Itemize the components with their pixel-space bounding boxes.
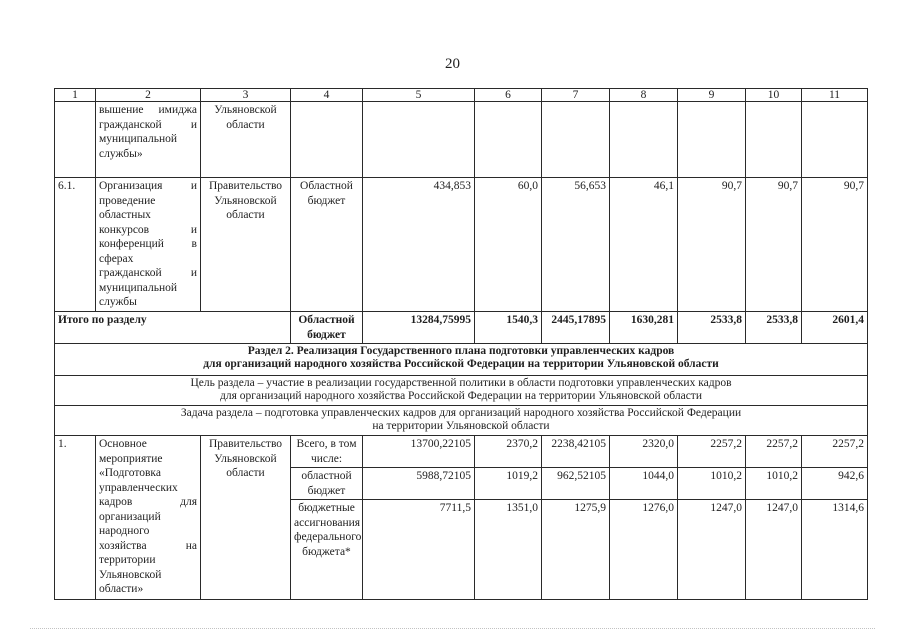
- value-cell: 5988,72105: [363, 468, 475, 500]
- activity-name: Организация и проведение областных конкурсов и конференций в сферах гражданской и муниципальной службы: [96, 178, 201, 312]
- value-cell: 90,7: [678, 178, 746, 312]
- total-label: Итого по разделу: [55, 312, 291, 344]
- value-cell: 90,7: [746, 178, 802, 312]
- section-title-line: Раздел 2. Реализация Государственного плана подготовки управленческих кадров: [247, 345, 675, 357]
- executor: Правительство Ульяновской области: [201, 436, 291, 600]
- total-value: 2533,8: [678, 312, 746, 344]
- value-cell: 2238,42105: [542, 436, 610, 468]
- section-goal-line: Цель раздела – участие в реализации государственной политики в области подготовки управленческих кадров: [190, 377, 732, 389]
- section-goal-row: [55, 376, 868, 406]
- value-cell: 1314,6: [802, 500, 868, 600]
- funding-source: областной бюджет: [291, 468, 363, 500]
- value-cell: 46,1: [610, 178, 678, 312]
- value-cell: 2370,2: [475, 436, 542, 468]
- value-cell: 1276,0: [610, 500, 678, 600]
- value-cell: 2257,2: [678, 436, 746, 468]
- col-header: 10: [746, 89, 802, 102]
- total-value: 2533,8: [746, 312, 802, 344]
- row-number: 1.: [55, 436, 96, 600]
- col-header: 2: [96, 89, 201, 102]
- value-cell: 90,7: [802, 178, 868, 312]
- activity-name: Основное мероприятие «Подготовка управленческих кадров для организаций народного хозяйства на территории Ульяновской области»: [96, 436, 201, 600]
- funding-source: Областной бюджет: [291, 178, 363, 312]
- col-header: 4: [291, 89, 363, 102]
- section-task-row: [55, 406, 868, 436]
- page-number: 20: [445, 56, 460, 72]
- col-header: 8: [610, 89, 678, 102]
- section-goal: [55, 376, 868, 406]
- column-number-row: [55, 89, 868, 102]
- value-cell: 2257,2: [802, 436, 868, 468]
- value-cell: 2320,0: [610, 436, 678, 468]
- total-value: 1630,281: [610, 312, 678, 344]
- program-table: [54, 88, 868, 600]
- scan-edge-line: [30, 628, 875, 630]
- total-value: 2601,4: [802, 312, 868, 344]
- value-cell: 1247,0: [678, 500, 746, 600]
- funding-source: Областной бюджет: [291, 312, 363, 344]
- value-cell: 434,853: [363, 178, 475, 312]
- col-header: 7: [542, 89, 610, 102]
- col-header: 1: [55, 89, 96, 102]
- executor: Ульяновской области: [201, 102, 291, 178]
- value-cell: 1010,2: [678, 468, 746, 500]
- funding-source: Всего, в том числе:: [291, 436, 363, 468]
- col-header: 9: [678, 89, 746, 102]
- col-header: 6: [475, 89, 542, 102]
- value-cell: 60,0: [475, 178, 542, 312]
- col-header: 3: [201, 89, 291, 102]
- section-title-line: для организаций народного хозяйства Российской Федерации на территории Ульяновской области: [203, 358, 719, 370]
- activity-name: вышение имиджа гражданской и муниципальной службы»: [96, 102, 201, 178]
- total-value: 2445,17895: [542, 312, 610, 344]
- table-row: [55, 178, 868, 312]
- table-row: [55, 102, 868, 178]
- value-cell: 56,653: [542, 178, 610, 312]
- section-title: [55, 344, 868, 376]
- section-task-line: на территории Ульяновской области: [372, 420, 550, 432]
- section-goal-line: для организаций народного хозяйства Российской Федерации на территории Ульяновской области: [220, 390, 702, 402]
- value-cell: 1044,0: [610, 468, 678, 500]
- total-value: 1540,3: [475, 312, 542, 344]
- value-cell: 962,52105: [542, 468, 610, 500]
- executor: Правительство Ульяновской области: [201, 178, 291, 312]
- table-row: [55, 436, 868, 468]
- value-cell: 13700,22105: [363, 436, 475, 468]
- col-header: 11: [802, 89, 868, 102]
- value-cell: 1019,2: [475, 468, 542, 500]
- section-task: [55, 406, 868, 436]
- value-cell: 942,6: [802, 468, 868, 500]
- value-cell: 2257,2: [746, 436, 802, 468]
- row-number: 6.1.: [55, 178, 96, 312]
- value-cell: 7711,5: [363, 500, 475, 600]
- value-cell: 1351,0: [475, 500, 542, 600]
- section-task-line: Задача раздела – подготовка управленческих кадров для организаций народного хозяйства Российской Федерации: [180, 407, 742, 419]
- col-header: 5: [363, 89, 475, 102]
- section-title-row: [55, 344, 868, 376]
- funding-source: бюджетные ассигнования федерального бюджета*: [291, 500, 363, 600]
- total-value: 13284,75995: [363, 312, 475, 344]
- value-cell: 1275,9: [542, 500, 610, 600]
- total-row: [55, 312, 868, 344]
- value-cell: 1247,0: [746, 500, 802, 600]
- value-cell: 1010,2: [746, 468, 802, 500]
